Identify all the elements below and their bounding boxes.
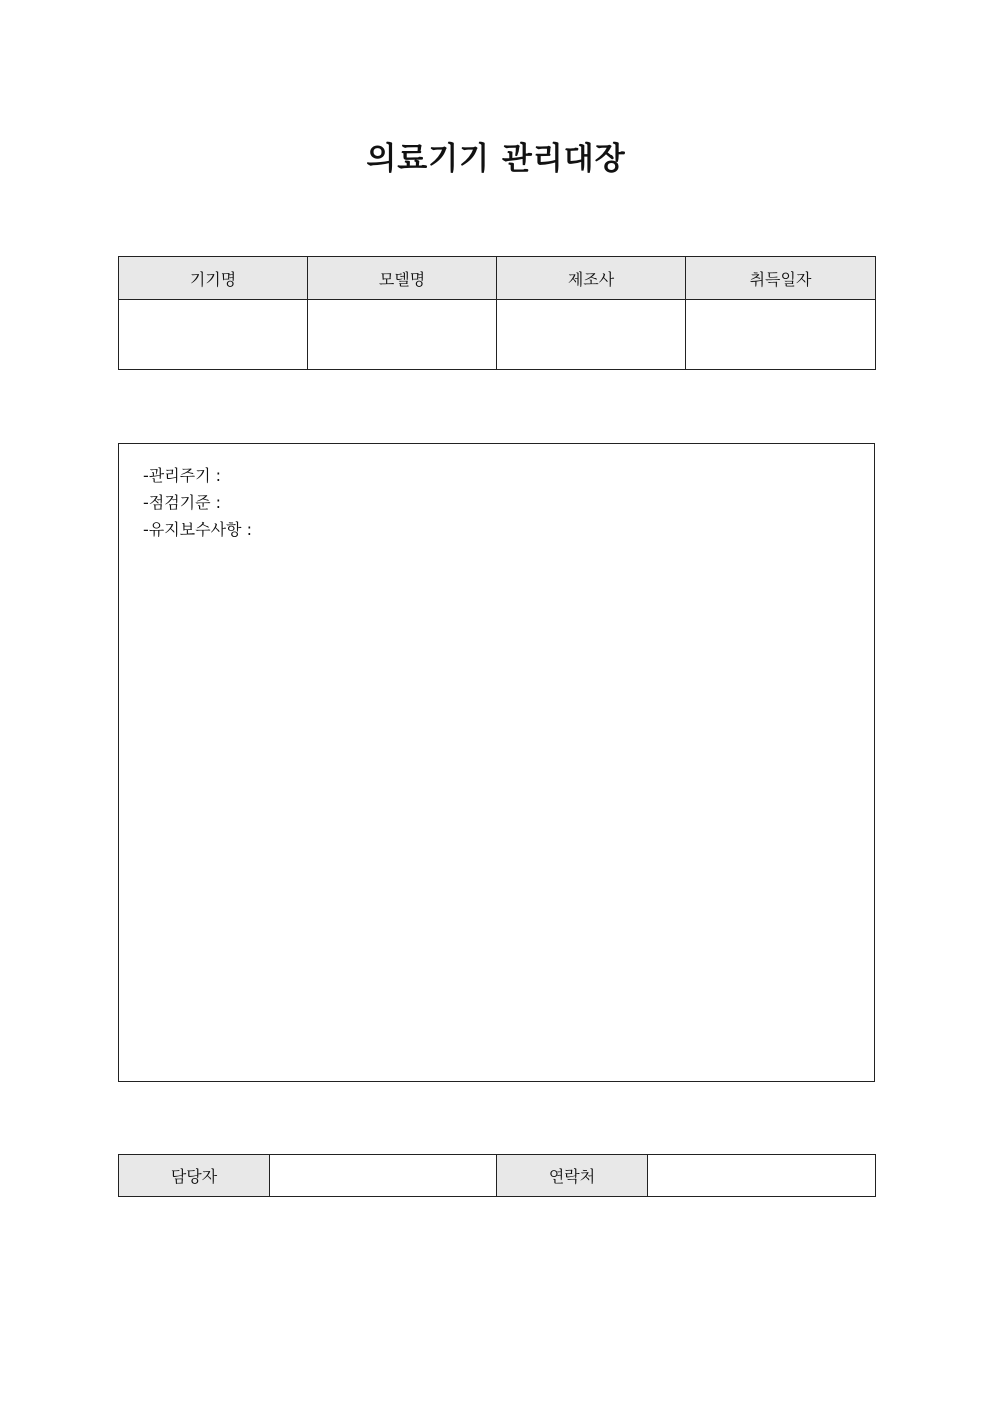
header-acquisition-date: 취득일자 — [686, 257, 876, 300]
manager-label: 담당자 — [119, 1155, 270, 1197]
model-name-cell[interactable] — [308, 300, 497, 370]
manager-field[interactable] — [270, 1155, 497, 1197]
contact-label: 연락처 — [497, 1155, 648, 1197]
maintenance-items-label: -유지보수사항 : — [143, 520, 252, 539]
header-model-name: 모델명 — [308, 257, 497, 300]
table-row — [119, 300, 876, 370]
header-device-name: 기기명 — [119, 257, 308, 300]
contact-table — [118, 1154, 876, 1197]
notes-box[interactable] — [118, 443, 875, 1082]
management-cycle-label: -관리주기 : — [143, 466, 222, 485]
page-title: 의료기기 관리대장 — [366, 141, 626, 177]
inspection-criteria-label: -점검기준 : — [143, 493, 222, 512]
notes-list — [119, 444, 874, 543]
table-row — [119, 1155, 876, 1197]
contact-field[interactable] — [648, 1155, 876, 1197]
manufacturer-cell[interactable] — [497, 300, 686, 370]
acquisition-date-cell[interactable] — [686, 300, 876, 370]
header-manufacturer: 제조사 — [497, 257, 686, 300]
device-info-table — [118, 256, 876, 370]
table-header-row — [119, 257, 876, 300]
device-name-cell[interactable] — [119, 300, 308, 370]
